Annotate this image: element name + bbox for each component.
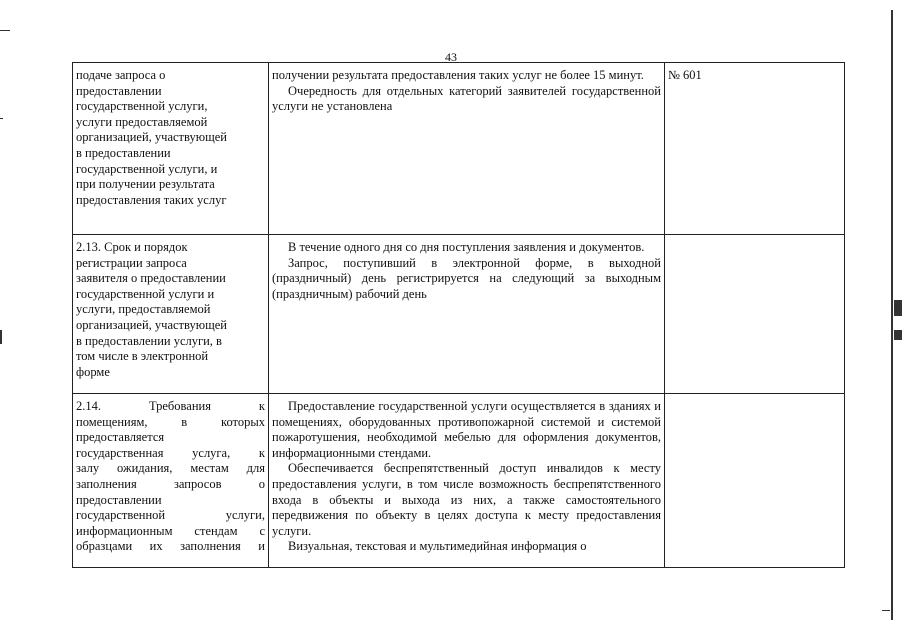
- legal-reference-cell: № 601: [665, 63, 845, 235]
- content-paragraph: получении результата предоставления таких услуг не более 15 минут.: [272, 68, 644, 82]
- cell-line: предоставлении: [76, 492, 162, 507]
- requirement-content-cell: [269, 63, 665, 235]
- scan-mark: [0, 118, 3, 119]
- cell-line: предоставляется: [76, 430, 165, 445]
- cell-line: заполнения запросов о: [76, 476, 265, 491]
- requirement-content-cell: [269, 235, 665, 394]
- legal-reference-cell: [665, 235, 845, 394]
- legal-reference-cell: [665, 394, 845, 568]
- cell-line: государственной услуги,: [76, 508, 265, 523]
- content-paragraph: Запрос, поступивший в электронной форме, в выходной (праздничный) день регистрируется на следующий за выходным (праздничным) рабочий день: [272, 255, 661, 301]
- scan-mark: [0, 330, 2, 344]
- content-paragraph: Очередность для отдельных категорий заявителей государственной услуги не установлена: [272, 83, 661, 114]
- cell-line: помещениям, в которых: [76, 414, 265, 429]
- content-paragraph: Предоставление государственной услуги осуществляется в зданиях и помещениях, оборудованных противопожарной системой и системой пожаротушения, необходимой мебелью для оформления документов, информационными стендами.: [272, 399, 661, 460]
- content-paragraph: Визуальная, текстовая и мультимедийная информация о: [288, 539, 587, 554]
- cell-line: залу ожидания, местам для: [76, 461, 265, 476]
- document-table: [72, 62, 845, 568]
- content-paragraph: В течение одного дня со дня поступления заявления и документов.: [288, 240, 645, 254]
- requirement-name-cell: [73, 394, 269, 568]
- requirement-name-cell: подаче запроса о предоставлении государственной услуги, услуги предоставляемой организацией, участвующей в предоставлении государственной услуги, и при получении результата предоставления таких услуг: [73, 63, 269, 235]
- cell-line: образцами их заполнения и: [76, 539, 265, 554]
- cell-line: 2.14. Требования к: [76, 399, 265, 413]
- cell-line: информационным стендам с: [76, 523, 265, 538]
- scan-mark: [882, 610, 890, 611]
- table-row: [73, 63, 845, 235]
- table-row: [73, 235, 845, 394]
- page-number: 43: [445, 50, 457, 64]
- content-paragraph: Обеспечивается беспрепятственный доступ инвалидов к месту предоставления услуги, в том числе возможность беспрепятственного входа в объекты и выхода из них, а также самостоятельного передвижения по объекту в целях доступа к месту предоставления услуги.: [272, 461, 661, 538]
- scan-edge-line: [891, 10, 893, 620]
- requirement-content-cell: [269, 394, 665, 568]
- cell-line: государственная услуга, к: [76, 445, 265, 460]
- scan-mark: [894, 330, 902, 340]
- scan-mark: [0, 30, 10, 31]
- requirement-name-cell: 2.13. Срок и порядок регистрации запроса заявителя о предоставлении государственной услуги и услуги, предоставляемой организацией, участвующей в предоставлении услуги, в том числе в электронной форме: [73, 235, 269, 394]
- scan-mark: [894, 300, 902, 316]
- table-row: [73, 394, 845, 568]
